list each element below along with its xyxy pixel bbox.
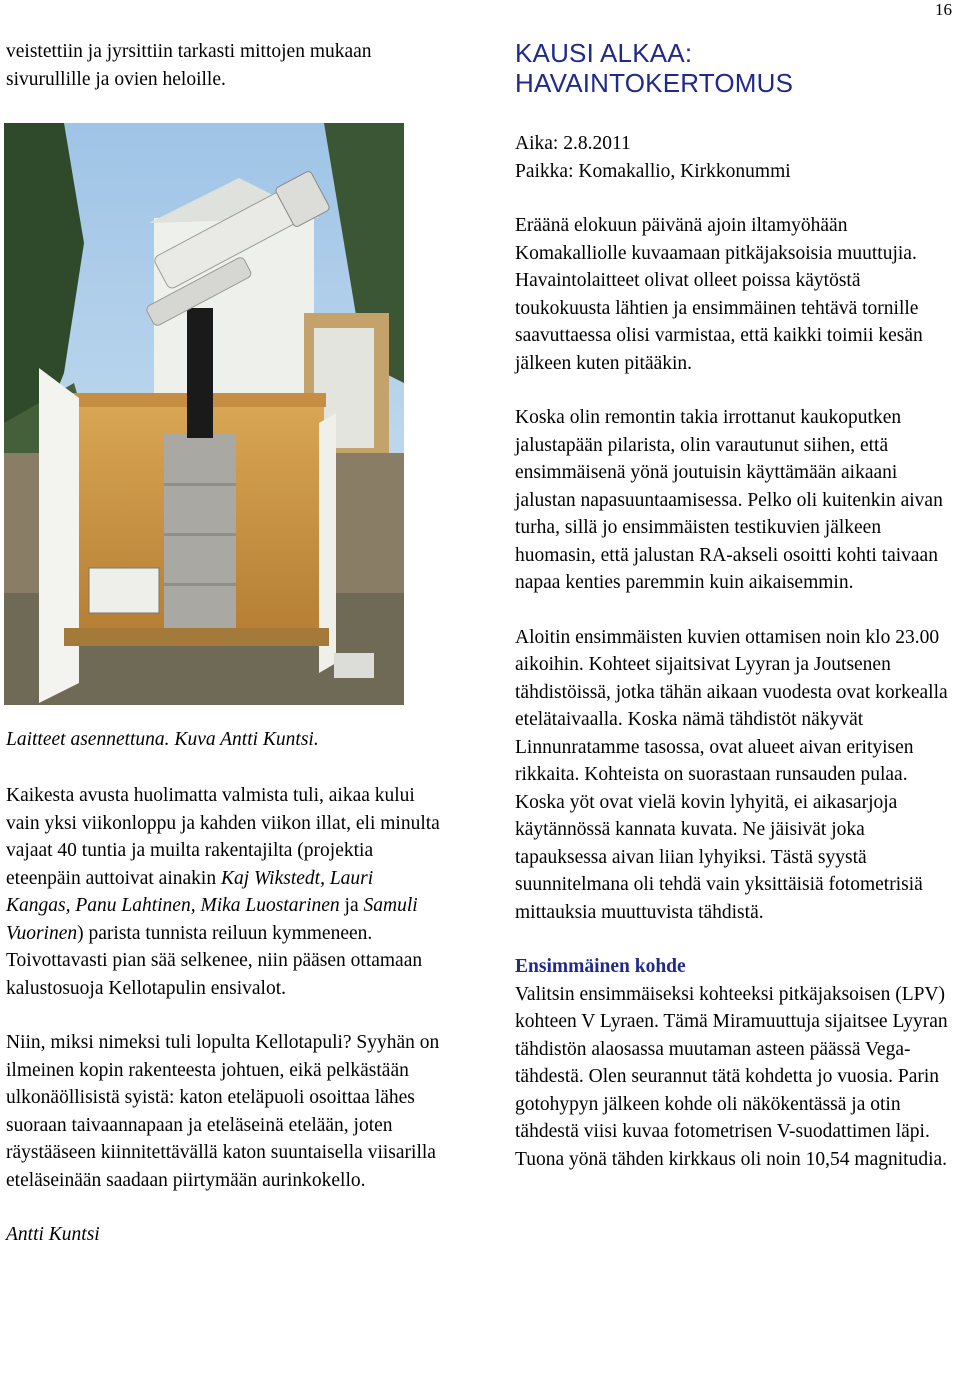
right-paragraph-1: Eräänä elokuun päivänä ajoin iltamyöhään Komakalliolle kuvaamaan pitkäjaksoisia muuttujia. Havaintolaitteet olivat olleet poissa käytöstä toukokuusta lähtien ja ensimmäinen tehtävä tornille saavuttaessa olisi varmistaa, että kaikki toimii kesän jälkeen kuten pitääkin. bbox=[515, 215, 923, 374]
observation-time: Aika: 2.8.2011 bbox=[515, 133, 631, 154]
right-paragraph-2: Koska olin remontin takia irrottanut kaukoputken jalustapään pilarista, olin varautunut siihen, että ensimmäisenä yönä joutuisin käyttämään aikaani jalustan napasuuntaamisessa. Pelko oli kuitenkin aivan turha, sillä jo ensimmäisten testikuvien jälkeen huomasin, että jalustan RA-akseli osoitti kohti taivaan napaa kenties paremmin kuin aikaisemmin. bbox=[515, 407, 943, 593]
telescope-photo bbox=[4, 123, 404, 705]
para1-text-c: ) parista tunnista reiluun kymmeneen. Toivottavasti pian sää selkenee, niin pääsen ottamaan kalustosuoja Kellotapulin ensivalot. bbox=[6, 922, 423, 999]
helper-names: Kaj Wikstedt, Lauri Kangas, Panu Lahtinen, Mika Luostarinen bbox=[6, 867, 374, 916]
left-paragraph-1 bbox=[6, 782, 442, 1002]
para1-text-a: Kaikesta avusta huolimatta valmista tuli, aikaa kului vain yksi viikonloppu ja kahden viikon illat, eli minulta vajaat 40 tuntia ja muilta rakentajilta (projektia eteenpäin auttoivat ainakin bbox=[6, 785, 440, 889]
author-signature: Antti Kuntsi bbox=[6, 1224, 100, 1245]
right-paragraph-3: Aloitin ensimmäisten kuvien ottamisen noin klo 23.00 aikoihin. Kohteet sijaitsivat Lyyran ja Joutsenen tähdistöissä, jotka tähän aikaan vuodesta ovat korkealla etelätaivaalla. Koska nämä tähdistöt näkyvät Linnunratamme tasossa, ovat alueet aivan erityisen rikkaita. Kohteista on suorastaan runsauden pulaa. Koska yöt ovat vielä kovin lyhyitä, ei aikasarjoja käytännössä kannata kuvata. Ne jäisivät joka tapauksessa aivan liian lyhyiksi. Tästä syystä suunnitelmana oli tehdä vain yksittäisiä fotometrisiä mittauksia muuttuvista tähdistä. bbox=[515, 626, 948, 923]
right-body bbox=[515, 130, 957, 1173]
article-heading bbox=[515, 38, 957, 98]
left-intro-text bbox=[6, 38, 442, 93]
left-body bbox=[6, 782, 442, 1249]
para1-text-b: ja bbox=[339, 895, 364, 916]
photo-caption: Laitteet asennettuna. Kuva Antti Kuntsi. bbox=[6, 729, 319, 750]
intro-paragraph: veistettiin ja jyrsittiin tarkasti mittojen mukaan sivurullille ja ovien heloille. bbox=[6, 41, 372, 90]
page-number: 16 bbox=[935, 0, 952, 19]
left-paragraph-2: Niin, miksi nimeksi tuli lopulta Kellotapuli? Syyhän on ilmeinen kopin rakenteesta johtuen, eikä pelkästään ulkonäöllisistä syistä: katon eteläpuoli osoittaa lähes suoraan taivaannapaan ja eteläseinä etelään, joten räystääseen kiinnitettävällä katon suuntaisella viisarilla eteläseinään saadaan piirtymään aurinkokello. bbox=[6, 1032, 440, 1191]
heading-line-1: KAUSI ALKAA: bbox=[515, 38, 693, 68]
observation-place: Paikka: Komakallio, Kirkkonummi bbox=[515, 160, 791, 182]
right-paragraph-4: Valitsin ensimmäiseksi kohteeksi pitkäjaksoisen (LPV) kohteen V Lyraen. Tämä Miramuuttuja sijaitsee Lyyran tähdistön alaosassa muutaman asteen päässä Vega-tähdestä. Olen seurannut tätä kohdetta jo vuosia. Parin gotohypyn jälkeen kohde oli näkökentässä ja otin tähdestä viisi kuvaa fotometrisen V-suodattimen läpi. Tuona yönä tähden kirkkaus oli noin 10,54 magnitudia. bbox=[515, 983, 948, 1170]
heading-line-2: HAVAINTOKERTOMUS bbox=[515, 68, 794, 98]
photo-caption-block bbox=[6, 726, 442, 754]
section-subheading: Ensimmäinen kohde bbox=[515, 956, 686, 977]
helper-name-last: Samuli Vuorinen bbox=[6, 895, 418, 944]
